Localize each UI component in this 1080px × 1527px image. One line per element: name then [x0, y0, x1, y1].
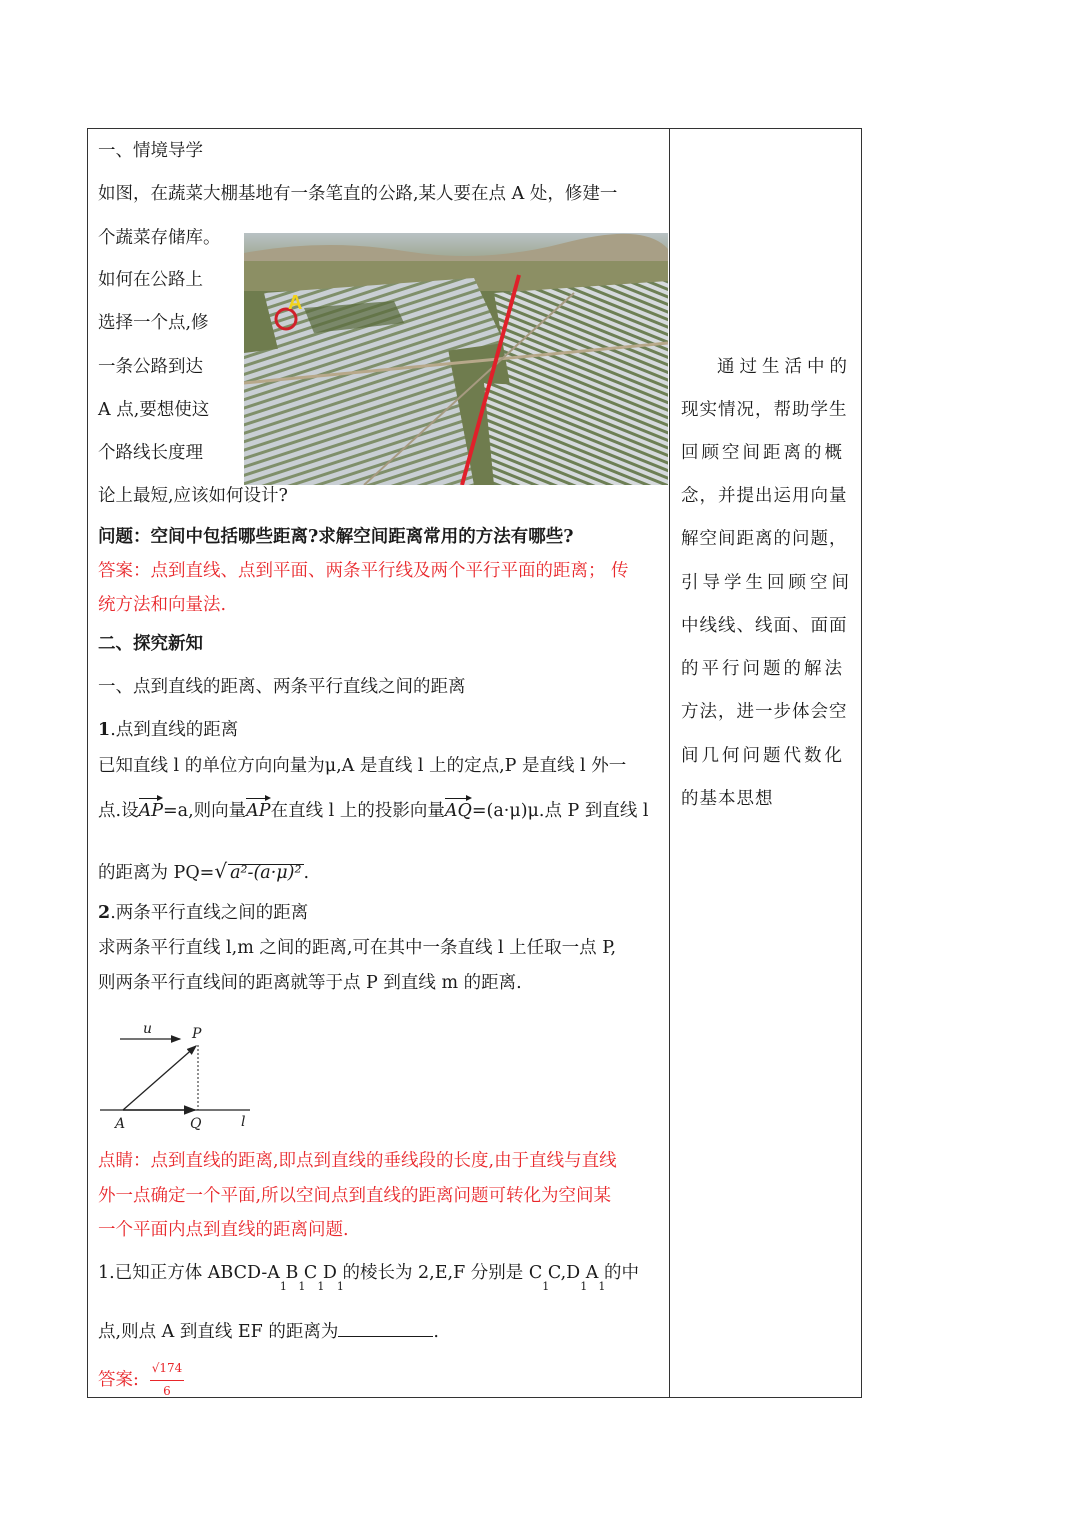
p2-line2: 则两条平行直线间的距离就等于点 P 到直线 m 的距离.	[98, 973, 522, 993]
sidebar-line-4: 念，并提出运用向量	[681, 486, 848, 506]
vector-ap-2: AP	[246, 801, 271, 821]
distance-sqrt: a²-(a·μ)²	[230, 863, 302, 883]
answer-line2: 统方法和向量法.	[98, 595, 227, 615]
photo-point-label: A	[288, 292, 303, 314]
p2-line1: 求两条平行直线 l,m 之间的距离,可在其中一条直线 l 上任取一点 P,	[98, 938, 617, 958]
label-a: A	[115, 1116, 126, 1132]
answer-fraction-bar	[150, 1380, 184, 1381]
answer-numerator: √174	[151, 1361, 183, 1375]
label-l: l	[241, 1114, 246, 1130]
question-text: 问题：空间中包括哪些距离?求解空间距离常用的方法有哪些?	[98, 527, 574, 547]
sidebar-line-2: 现实情况，帮助学生	[681, 400, 848, 420]
wrap-line-5: 个路线长度理	[98, 443, 203, 463]
vector-aq: AQ	[444, 801, 472, 821]
p1-heading: 1.点到直线的距离	[98, 720, 239, 740]
tip-line3: 一个平面内点到直线的距离问题.	[98, 1220, 349, 1240]
label-q: Q	[190, 1116, 202, 1132]
exercise-line2: 点,则点 A 到直线 EF 的距离为 .	[98, 1322, 439, 1342]
section1-para-line2: 个蔬菜存储库。	[98, 228, 221, 248]
exercise-line1: 1.已知正方体 ABCD-A 1 B 1 C 1 D 1 的棱长为 2,E,F 分别是 C 1 C,D 1 A 1 的中	[98, 1263, 639, 1293]
answer-denominator: 6	[163, 1384, 171, 1398]
label-p: P	[192, 1026, 202, 1042]
greenhouse-photo	[244, 233, 668, 485]
tip-line1: 点睛：点到直线的距离,即点到直线的垂线段的长度,由于直线与直线	[98, 1151, 617, 1171]
sidebar-line-11: 的基本思想	[681, 789, 774, 809]
section2-title: 二、探究新知	[98, 634, 203, 654]
section2-subtitle: 一、点到直线的距离、两条平行直线之间的距离	[98, 677, 466, 697]
sidebar-line-1: 通过生活中的	[717, 357, 852, 377]
sidebar-line-5: 解空间距离的问题，	[681, 529, 848, 549]
vector-ap-arrow	[123, 1046, 196, 1110]
point-line-diagram	[95, 1018, 265, 1133]
sidebar-line-3: 回顾空间距离的概	[681, 443, 845, 463]
p2-heading: 2.两条平行直线之间的距离	[98, 903, 309, 923]
wrap-line-1: 如何在公路上	[98, 270, 203, 290]
sidebar-line-9: 方法，进一步体会空	[681, 702, 848, 722]
answer-line1: 答案：点到直线、点到平面、两条平行线及两个平行平面的距离； 传	[98, 561, 629, 581]
sidebar-line-6: 引导学生回顾空间	[681, 573, 853, 593]
wrap-line-2: 选择一个点,修	[98, 313, 209, 333]
vector-ap: AP	[138, 801, 163, 821]
section1-title: 一、情境导学	[98, 141, 203, 161]
section1-para-last: 论上最短,应该如何设计?	[98, 486, 288, 506]
sidebar-line-8: 的平行问题的解法	[681, 659, 845, 679]
wrap-line-4: A 点,要想使这	[98, 400, 210, 420]
column-divider	[669, 128, 670, 1398]
p1-line2: 点.设AP=a,则向量AP在直线 l 上的投影向量AQ=(a·μ)μ.点 P 到直线 l	[98, 801, 649, 821]
tip-line2: 外一点确定一个平面,所以空间点到直线的距离问题可转化为空间某	[98, 1186, 612, 1206]
sidebar-line-7: 中线线、线面、面面	[681, 616, 848, 636]
section1-para-line1: 如图，在蔬菜大棚基地有一条笔直的公路,某人要在点 A 处，修建一	[98, 184, 618, 204]
label-u: u	[143, 1021, 153, 1037]
p1-line3: 的距离为 PQ=√ a²-(a·μ)² .	[98, 859, 310, 883]
wrap-line-3: 一条公路到达	[98, 357, 203, 377]
p1-line1: 已知直线 l 的单位方向向量为μ,A 是直线 l 上的定点,P 是直线 l 外一	[98, 756, 627, 776]
exercise-answer-label: 答案:	[98, 1370, 139, 1390]
answer-blank	[338, 1320, 433, 1337]
sidebar-line-10: 间几何问题代数化	[681, 746, 845, 766]
